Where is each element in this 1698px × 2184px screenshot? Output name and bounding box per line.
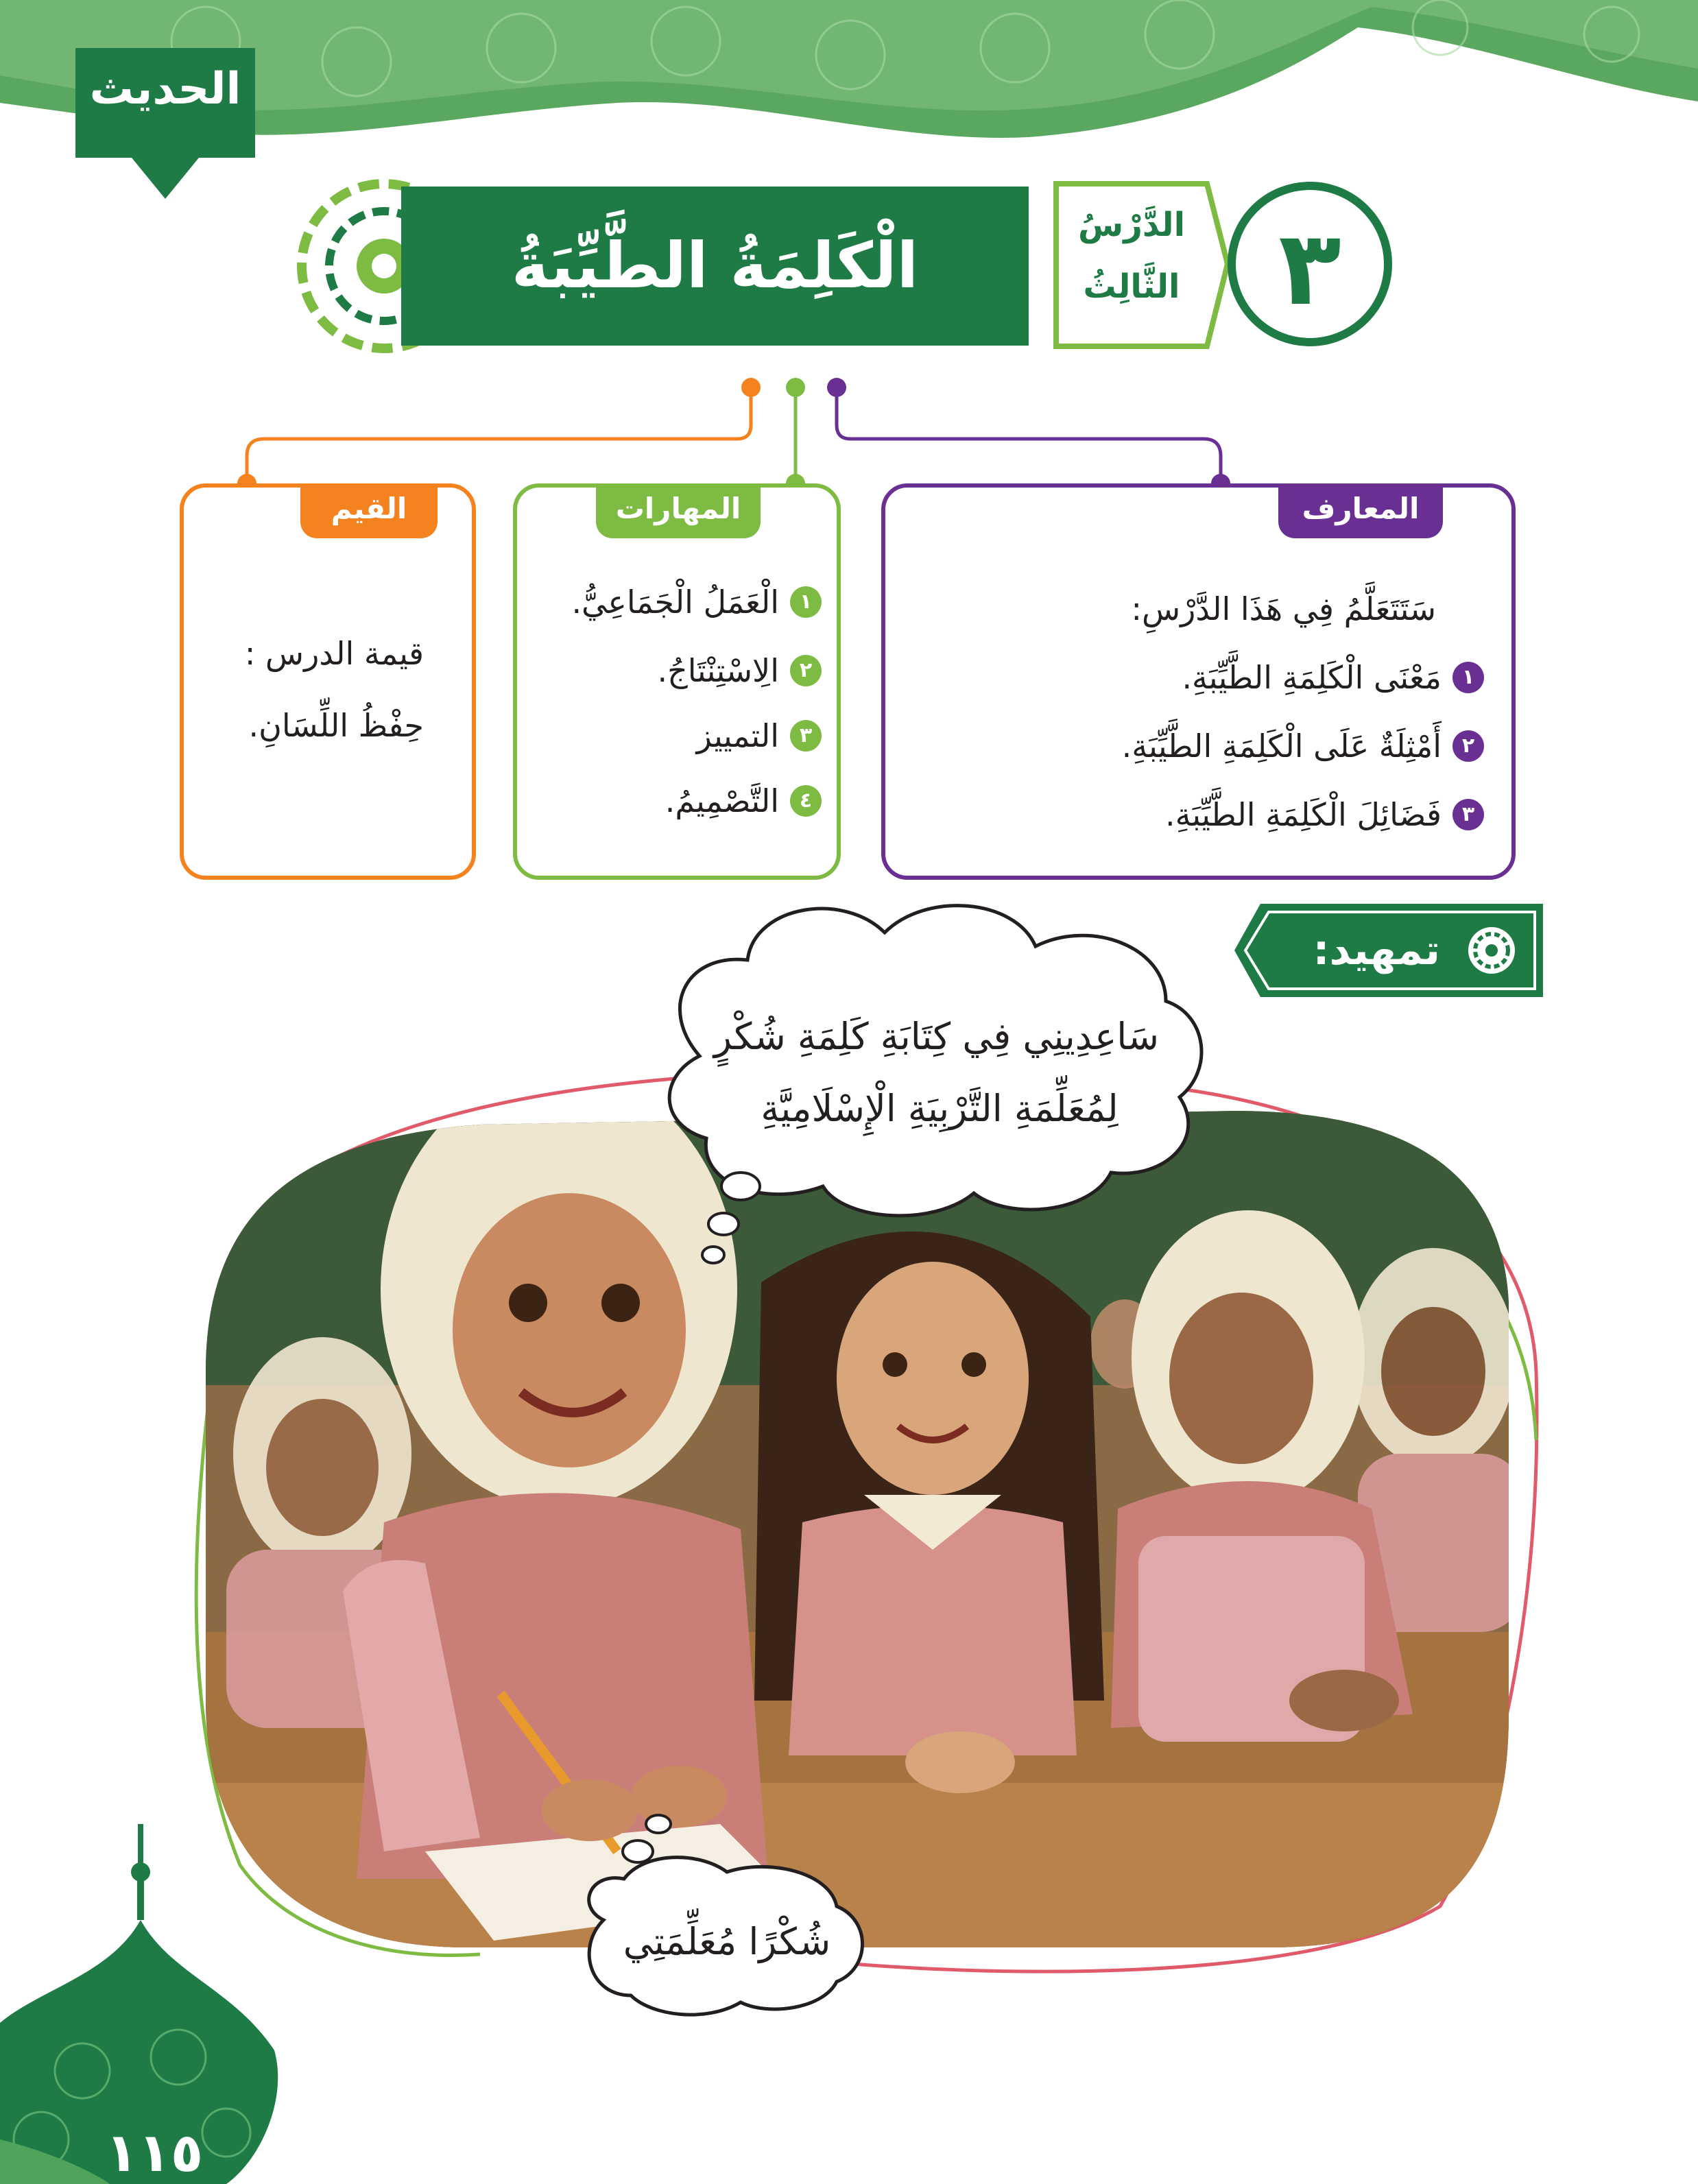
knowledge-text-2: أَمْثِلَةٌ عَلَى الْكَلِمَةِ الطَّيِّبَةِ. [1121,728,1442,765]
values-box [180,483,476,880]
knowledge-text-1: مَعْنَى الْكَلِمَةِ الطَّيِّبَةِ. [1182,659,1442,696]
skills-num-4: ٤ [790,785,822,817]
skills-item-4 [665,782,822,819]
lesson-label [1046,185,1217,350]
skills-num-1: ١ [790,586,822,618]
knowledge-heading: المعارف [1278,483,1443,538]
skills-item-2 [657,652,822,689]
section-tab: الحديث [89,64,241,115]
knowledge-num-3: ٣ [1452,799,1484,830]
knowledge-item-3 [1165,796,1484,833]
values-line-1: قيمة الدرس : [244,635,424,672]
skills-text-4: التَّصْمِيمُ. [665,782,779,819]
skills-text-3: التمييز [696,717,779,754]
lesson-label-line2: الثَّالِثُ [1083,267,1180,306]
connector-lines [247,387,1221,483]
knowledge-item-1 [1182,659,1484,696]
skills-text-1: الْعَمَلُ الْجَمَاعِيُّ. [571,584,779,621]
skills-box [513,483,841,880]
knowledge-intro: سَتَتَعَلَّمُ فِي هَذَا الدَّرْسِ: [1131,590,1436,627]
thought-text-line1: سَاعِدِينِي فِي كِتَابَةِ كَلِمَةِ شُكْرٍ [713,1015,1159,1058]
knowledge-num-2: ٢ [1452,730,1484,762]
knowledge-num-1: ١ [1452,662,1484,693]
lesson-title: الْكَلِمَةُ الطَّيِّبَةُ [511,229,919,302]
skills-heading: المهارات [596,483,761,538]
values-heading: القيم [300,483,438,538]
reply-text: شُكْرًا مُعَلِّمَتِي [623,1920,831,1963]
knowledge-text-3: فَضَائِلَ الْكَلِمَةِ الطَّيِّبَةِ. [1164,796,1442,833]
skills-text-2: الِاسْتِنْتَاجُ. [657,652,779,689]
knowledge-item-2 [1122,728,1484,765]
thought-text-line2: لِمُعَلِّمَةِ التَّرْبِيَةِ الْإِسْلَامِيَّةِ [761,1087,1119,1130]
values-line-2: حِفْظُ اللِّسَانِ. [248,707,424,744]
skills-item-1 [571,584,822,621]
lesson-number: ٣ [1228,182,1392,346]
lesson-label-line1: الدَّرْسُ [1077,206,1186,244]
skills-item-3 [697,717,822,754]
skills-num-3: ٣ [790,720,822,752]
page-number: ١١٥ [105,2122,204,2184]
skills-num-2: ٢ [790,655,822,686]
intro-label: تمهيد: [1313,926,1440,974]
knowledge-box [881,483,1516,880]
